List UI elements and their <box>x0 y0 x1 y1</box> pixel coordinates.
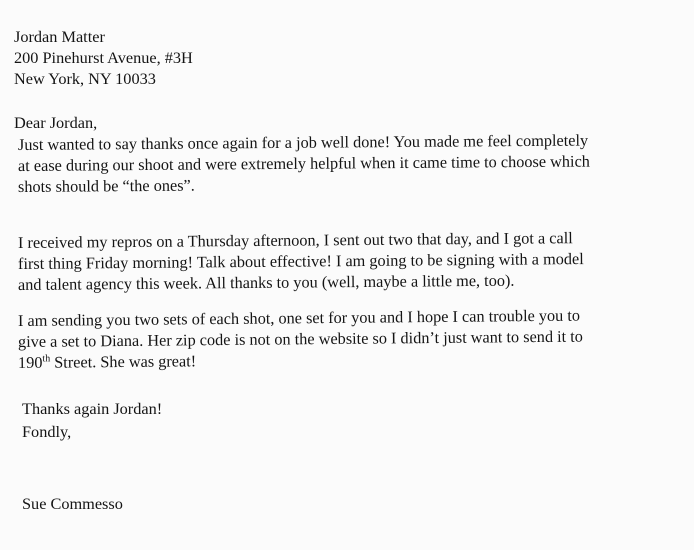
text-line: I received my repros on a Thursday afternoon, I sent out two that day, and I got a call <box>17 228 573 252</box>
text-line: give a set to Diana. Her zip code is not on the website so I didn’t just want to send it to <box>17 326 583 351</box>
text-line: I am sending you two sets of each shot, one set for you and I hope I can trouble you to <box>17 305 581 330</box>
paragraph-repros <box>17 228 688 295</box>
ordinal-suffix: th <box>42 353 51 365</box>
recipient-name: Jordan Matter <box>14 27 105 46</box>
street-rest: Street. She was great! <box>54 351 197 372</box>
text-line: at ease during our shoot and were extremely helpful when it came time to choose which <box>17 151 590 175</box>
closing-thanks: Thanks again Jordan! <box>22 399 163 418</box>
recipient-city: New York, NY 10033 <box>14 69 156 88</box>
text-line: Just wanted to say thanks once again for a job well done! You made me feel completely <box>17 130 589 154</box>
closing-fondly: Fondly, <box>22 422 72 441</box>
closing-block <box>22 398 162 444</box>
salutation: Dear Jordan, <box>14 113 98 132</box>
paragraph-thanks <box>17 130 688 197</box>
recipient-address <box>14 26 193 89</box>
recipient-street: 200 Pinehurst Avenue, #3H <box>14 48 193 67</box>
paragraph-sets <box>17 305 688 373</box>
text-line: and talent agency this week. All thanks to you (well, maybe a little me, too). <box>17 270 515 294</box>
text-line: first thing Friday morning! Talk about effective! I am going to be signing with a model <box>17 249 584 273</box>
signature-name: Sue Commesso <box>22 494 123 513</box>
street-number: 190 <box>17 352 43 372</box>
text-line: shots should be “the ones”. <box>17 175 195 196</box>
